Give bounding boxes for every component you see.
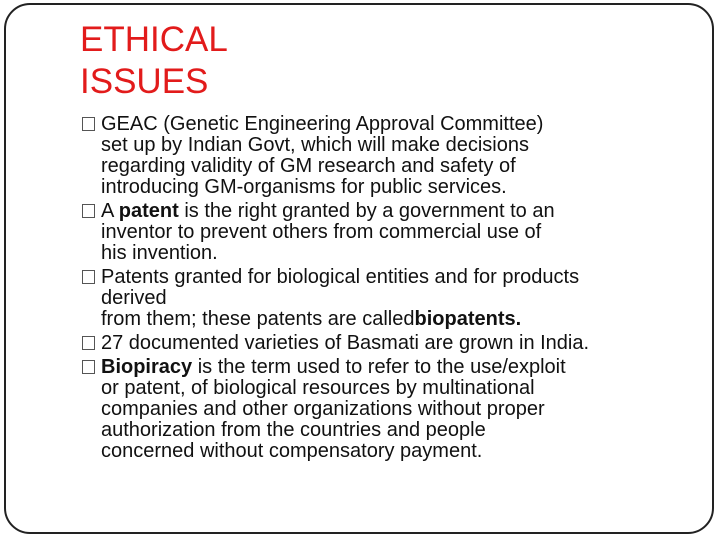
bullet-line xyxy=(101,201,700,222)
bullet-bold-term: Biopiracy xyxy=(101,356,193,378)
bullet-line: companies and other organizations without proper xyxy=(101,398,545,420)
bullet-text-segment: from them; these patents are called xyxy=(101,308,415,330)
slide-title-line-2: ISSUES xyxy=(80,62,209,101)
bullet-text-segment: A xyxy=(101,200,119,222)
square-bullet-icon xyxy=(82,336,95,350)
bullet-line: authorization from the countries and people xyxy=(101,419,486,441)
bullet-line: GEAC (Genetic Engineering Approval Committee) xyxy=(101,113,544,135)
square-bullet-icon xyxy=(82,270,95,284)
bullet-item-patent xyxy=(80,201,700,264)
bullet-item-geac xyxy=(80,114,700,198)
bullet-line xyxy=(101,357,700,378)
bullet-item-basmati xyxy=(80,333,700,354)
bullet-line: regarding validity of GM research and safety of xyxy=(101,155,516,177)
bullet-text-segment: is the term used to refer to the use/exploit xyxy=(192,356,566,378)
slide-title xyxy=(80,19,228,103)
bullet-line: introducing GM-organisms for public services. xyxy=(101,176,507,198)
square-bullet-icon xyxy=(82,204,95,218)
bullet-line xyxy=(101,309,700,330)
bullet-line: inventor to prevent others from commercial use of xyxy=(101,221,542,243)
bullet-line: 27 documented varieties of Basmati are grown in India. xyxy=(101,332,590,354)
bullet-line: concerned without compensatory payment. xyxy=(101,440,483,462)
bullet-line: set up by Indian Govt, which will make decisions xyxy=(101,134,529,156)
square-bullet-icon xyxy=(82,117,95,131)
bullet-line: Patents granted for biological entities and for products xyxy=(101,266,580,288)
bullet-bold-term: patent xyxy=(118,200,179,222)
bullet-bold-term: biopatents. xyxy=(414,308,522,330)
bullet-line: his invention. xyxy=(101,242,218,264)
bullet-line: derived xyxy=(101,287,167,309)
bullet-line: or patent, of biological resources by multinational xyxy=(101,377,535,399)
bullet-item-biopiracy xyxy=(80,357,700,462)
square-bullet-icon xyxy=(82,360,95,374)
bullet-item-biopatents xyxy=(80,267,700,330)
bullet-text-segment: is the right granted by a government to an xyxy=(178,200,555,222)
bullet-list xyxy=(80,114,700,465)
slide-title-line-1: ETHICAL xyxy=(80,20,228,59)
